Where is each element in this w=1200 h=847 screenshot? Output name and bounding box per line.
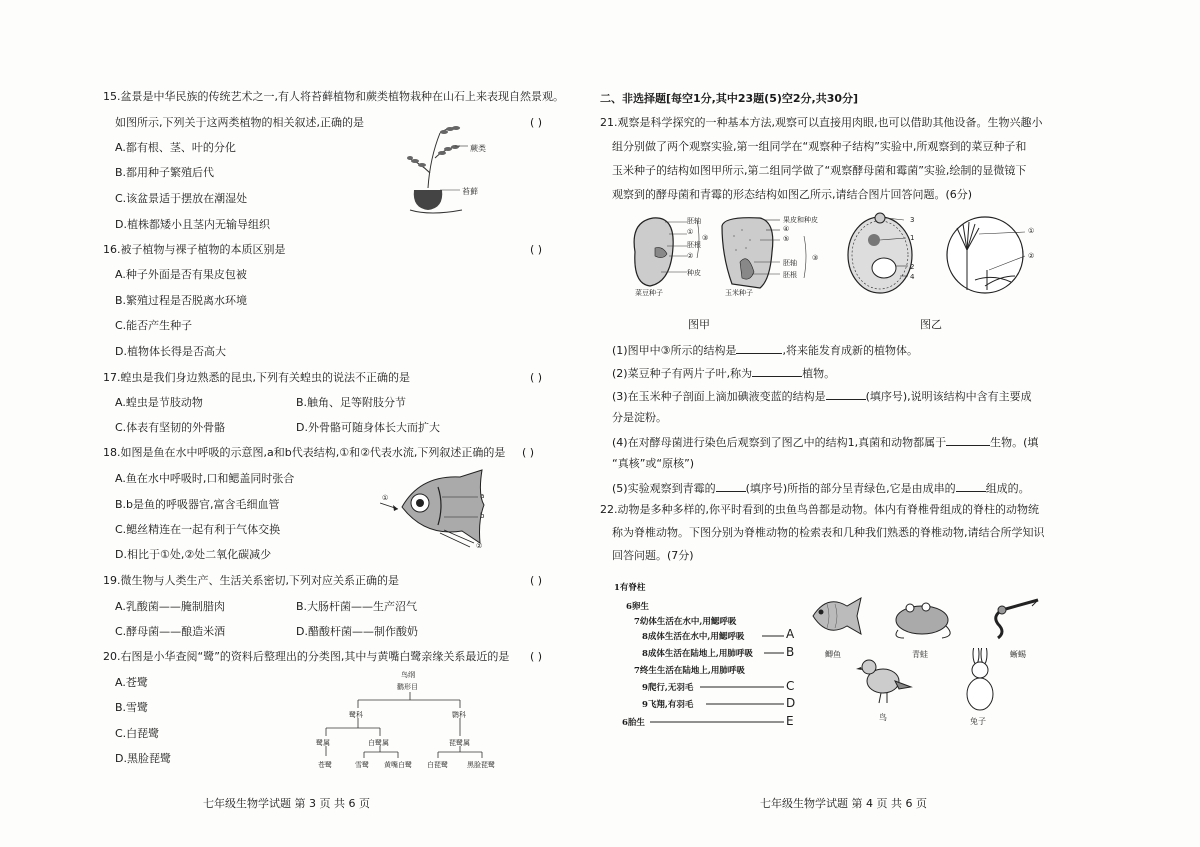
key-letter-b: B [786, 645, 795, 659]
bean-seed-figure [625, 212, 715, 297]
penicillium-figure [945, 210, 1035, 300]
tree-leaf-black-faced-spoonbill: 黑脸琵鹭 [467, 761, 495, 769]
key-letter-e: E [786, 714, 794, 728]
key-line-vertebral: 1有脊柱 [614, 583, 646, 593]
q21-line2: 组分别做了两个观察实验,第一组同学在“观察种子结构”实验中,所观察到的菜豆种子和 [612, 140, 1027, 153]
q22-line2: 称为脊椎动物。下图分别为脊椎动物的检索表和几种我们熟悉的脊椎动物,请结合所学知识 [612, 526, 1045, 539]
bean-label-2: ② [687, 252, 694, 260]
bean-label-hypocotyl: 胚轴 [687, 217, 701, 225]
q20-stem: 20.右图是小华查阅“鹭”的资料后整理出的分类图,其中与黄嘴白鹭亲缘关系最近的是 [103, 650, 510, 663]
q21-sub2: (2)菜豆种子有两片子叶,称为 植物。 [612, 367, 836, 380]
tree-leaf-grey-heron: 苍鹭 [318, 761, 332, 769]
yeast-cell-figure [840, 210, 930, 300]
q17-stem: 17.蝗虫是我们身边熟悉的昆虫,下列有关蝗虫的说法不正确的是 [103, 371, 410, 384]
q18-option-c: C.鳃丝精连在一起有利于气体交换 [115, 523, 281, 536]
tree-node-ardeidae: 鹭科 [349, 711, 363, 719]
q20-answer-paren: ( ) [530, 650, 543, 663]
q16-option-a: A.种子外面是否有果皮包被 [115, 268, 247, 281]
answer-blank[interactable] [956, 480, 986, 492]
tree-node-ciconiiformes: 鹳形目 [397, 683, 418, 691]
q18-answer-paren: ( ) [522, 446, 535, 459]
q20-option-c: C.白琵鹭 [115, 727, 160, 740]
key-line-crawl: 9爬行,无羽毛 [642, 683, 694, 693]
key-line-viviparous: 6胎生 [622, 718, 645, 728]
key-letter-a: A [786, 627, 795, 641]
yeast-label-4: 4 [910, 273, 915, 281]
q15-option-d: D.植株都矮小且茎内无输导组织 [115, 218, 270, 231]
key-connector-lines [600, 570, 800, 730]
fish-label-a: a [480, 492, 485, 500]
key-line-adult-water: 8成体生活在水中,用鳃呼吸 [642, 632, 745, 642]
q19-option-b: B.大肠杆菌——生产沼气 [296, 600, 418, 613]
q15-stem-line1: 15.盆景是中华民族的传统艺术之一,有人将苔藓植物和蕨类植物栽种在山石上来表现自然景观。 [103, 90, 564, 103]
q21-line4: 观察到的酵母菌和青霉的形态结构如图乙所示,请结合图片回答问题。(6分) [612, 188, 973, 201]
yeast-label-3: 3 [910, 216, 915, 224]
tree-node-ardea: 鹭属 [316, 739, 330, 747]
key-line-fly: 9飞翔,有羽毛 [642, 700, 694, 710]
fish-label-b: b [480, 512, 485, 520]
bean-label-radicle: 胚根 [687, 241, 701, 249]
q21-sub3-cont: 分是淀粉。 [612, 411, 667, 424]
key-line-land-lifelong: 7终生生活在陆地上,用肺呼吸 [634, 666, 745, 676]
q21-sub4: (4)在对酵母菌进行染色后观察到了图乙中的结构1,真菌和动物都属于 生物。(填 [612, 436, 1039, 449]
q22-line3: 回答问题。(7分) [612, 549, 694, 562]
mold-label-1: ① [1028, 227, 1035, 235]
corn-caption: 玉米种子 [725, 289, 753, 297]
tree-leaf-snowy-egret: 雪鹭 [355, 761, 369, 769]
section-heading: 二、非选择题[每空1分,其中23题(5)空2分,共30分] [600, 92, 859, 105]
q19-stem: 19.微生物与人类生产、生活关系密切,下列对应关系正确的是 [103, 574, 399, 587]
q19-answer-paren: ( ) [530, 574, 543, 587]
q15-answer-paren: ( ) [530, 116, 543, 129]
frog-illustration [890, 596, 960, 641]
q21-sub3: (3)在玉米种子剖面上滴加碘液变蓝的结构是 (填序号),说明该结构中含有主要成 [612, 390, 1032, 403]
q20-option-a: A.苍鹭 [115, 676, 148, 689]
right-page-footer: 七年级生物学试题 第 4 页 共 6 页 [760, 797, 927, 810]
animal-label-bird: 鸟 [879, 713, 887, 722]
animal-label-rabbit: 兔子 [970, 717, 986, 726]
bean-caption: 菜豆种子 [635, 289, 663, 297]
bonsai-figure [400, 118, 500, 218]
key-line-adult-land: 8成体生活在陆地上,用肺呼吸 [642, 649, 753, 659]
bean-label-seedcoat: 种皮 [687, 269, 701, 277]
answer-blank[interactable] [826, 388, 866, 400]
bean-label-3: ③ [702, 234, 709, 242]
q16-option-c: C.能否产生种子 [115, 319, 193, 332]
q17-option-c: C.体表有坚韧的外骨骼 [115, 421, 226, 434]
animal-label-lizard: 蜥蜴 [1010, 650, 1026, 659]
animal-label-frog: 青蛙 [912, 650, 928, 659]
fish-label-2: ② [476, 542, 483, 550]
tree-leaf-chinese-egret: 黄嘴白鹭 [384, 761, 412, 769]
corn-label-4: ④ [783, 225, 790, 233]
key-letter-d: D [786, 696, 796, 710]
answer-blank[interactable] [716, 480, 746, 492]
animal-label-carp: 鲫鱼 [825, 650, 841, 659]
q21-line3: 玉米种子的结构如图甲所示,第二组同学做了“观察酵母菌和霉菌”实验,绘制的显微镜下 [612, 164, 1027, 177]
bird-illustration [855, 655, 915, 710]
rabbit-illustration [960, 648, 1000, 713]
q17-answer-paren: ( ) [530, 371, 543, 384]
q18-option-a: A.鱼在水中呼吸时,口和鳃盖同时张合 [115, 472, 295, 485]
q16-stem: 16.被子植物与裸子植物的本质区别是 [103, 243, 286, 256]
mold-label-2: ② [1028, 252, 1035, 260]
label-moss: 苔藓 [462, 187, 478, 196]
q21-sub4-cont: “真核”或“原核”) [612, 457, 695, 470]
q15-option-a: A.都有根、茎、叶的分化 [115, 141, 236, 154]
lizard-illustration [988, 594, 1043, 644]
q21-sub5: (5)实验观察到青霉的 (填序号)所指的部分呈青绿色,它是由成串的 组成的。 [612, 482, 1030, 495]
q18-option-b: B.b是鱼的呼吸器官,富含毛细血管 [115, 498, 280, 511]
q15-stem-line2: 如图所示,下列关于这两类植物的相关叙述,正确的是 [115, 116, 364, 129]
q22-line1: 22.动物是多种多样的,你平时看到的虫鱼鸟兽都是动物。体内有脊椎骨组成的脊柱的动物统 [600, 503, 1039, 516]
tree-node-platalea: 琵鹭属 [449, 739, 470, 747]
q18-stem: 18.如图是鱼在水中呼吸的示意图,a和b代表结构,①和②代表水流,下列叙述正确的是 [103, 446, 506, 459]
q19-option-a: A.乳酸菌——腌制腊肉 [115, 600, 225, 613]
q18-option-d: D.相比于①处,②处二氧化碳减少 [115, 548, 272, 561]
q21-line1: 21.观察是科学探究的一种基本方法,观察可以直接用肉眼,也可以借助其他设备。生物兴趣小 [600, 116, 1043, 129]
q15-option-c: C.该盆景适于摆放在潮湿处 [115, 192, 248, 205]
q17-option-d: D.外骨骼可随身体长大而扩大 [296, 421, 440, 434]
left-page-footer: 七年级生物学试题 第 3 页 共 6 页 [203, 797, 370, 810]
q16-option-d: D.植物体长得是否高大 [115, 345, 226, 358]
q21-sub1: (1)图甲中③所示的结构是 ,将来能发育成新的植物体。 [612, 344, 918, 357]
yeast-label-2: 2 [910, 263, 915, 271]
yeast-label-1: 1 [910, 234, 915, 242]
label-fern: 蕨类 [470, 144, 486, 153]
corn-label-3: ③ [812, 254, 819, 262]
bean-label-1: ① [687, 228, 694, 236]
q20-option-d: D.黑脸琵鹭 [115, 752, 171, 765]
key-line-oviparous: 6卵生 [626, 602, 649, 612]
q19-option-c: C.酵母菌——酿造米酒 [115, 625, 226, 638]
corn-label-5: ⑤ [783, 235, 790, 243]
answer-blank[interactable] [736, 342, 782, 354]
corn-label-hypocotyl: 胚轴 [783, 259, 797, 267]
q20-option-b: B.雪鹭 [115, 701, 149, 714]
corn-label-pericarp: 果皮和种皮 [783, 216, 818, 224]
tree-node-aves: 鸟纲 [401, 671, 415, 679]
q17-option-b: B.触角、足等附肢分节 [296, 396, 407, 409]
figure-b-caption: 图乙 [920, 318, 942, 331]
q19-option-d: D.醋酸杆菌——制作酸奶 [296, 625, 418, 638]
corn-label-radicle: 胚根 [783, 271, 797, 279]
key-line-larva-water: 7幼体生活在水中,用鳃呼吸 [634, 617, 737, 627]
q16-answer-paren: ( ) [530, 243, 543, 256]
q17-option-a: A.蝗虫是节肢动物 [115, 396, 203, 409]
answer-blank[interactable] [752, 365, 802, 377]
tree-node-threskiornithidae: 鹮科 [452, 711, 466, 719]
tree-leaf-eurasian-spoonbill: 白琵鹭 [427, 761, 448, 769]
carp-illustration [805, 592, 865, 642]
figure-a-caption: 图甲 [688, 318, 710, 331]
right-page [600, 0, 1200, 847]
answer-blank[interactable] [946, 434, 990, 446]
fish-label-1: ① [382, 494, 389, 502]
tree-node-egretta: 白鹭属 [368, 739, 389, 747]
key-letter-c: C [786, 679, 795, 693]
q16-option-b: B.繁殖过程是否脱离水环境 [115, 294, 248, 307]
q15-option-b: B.都用种子繁殖后代 [115, 166, 215, 179]
